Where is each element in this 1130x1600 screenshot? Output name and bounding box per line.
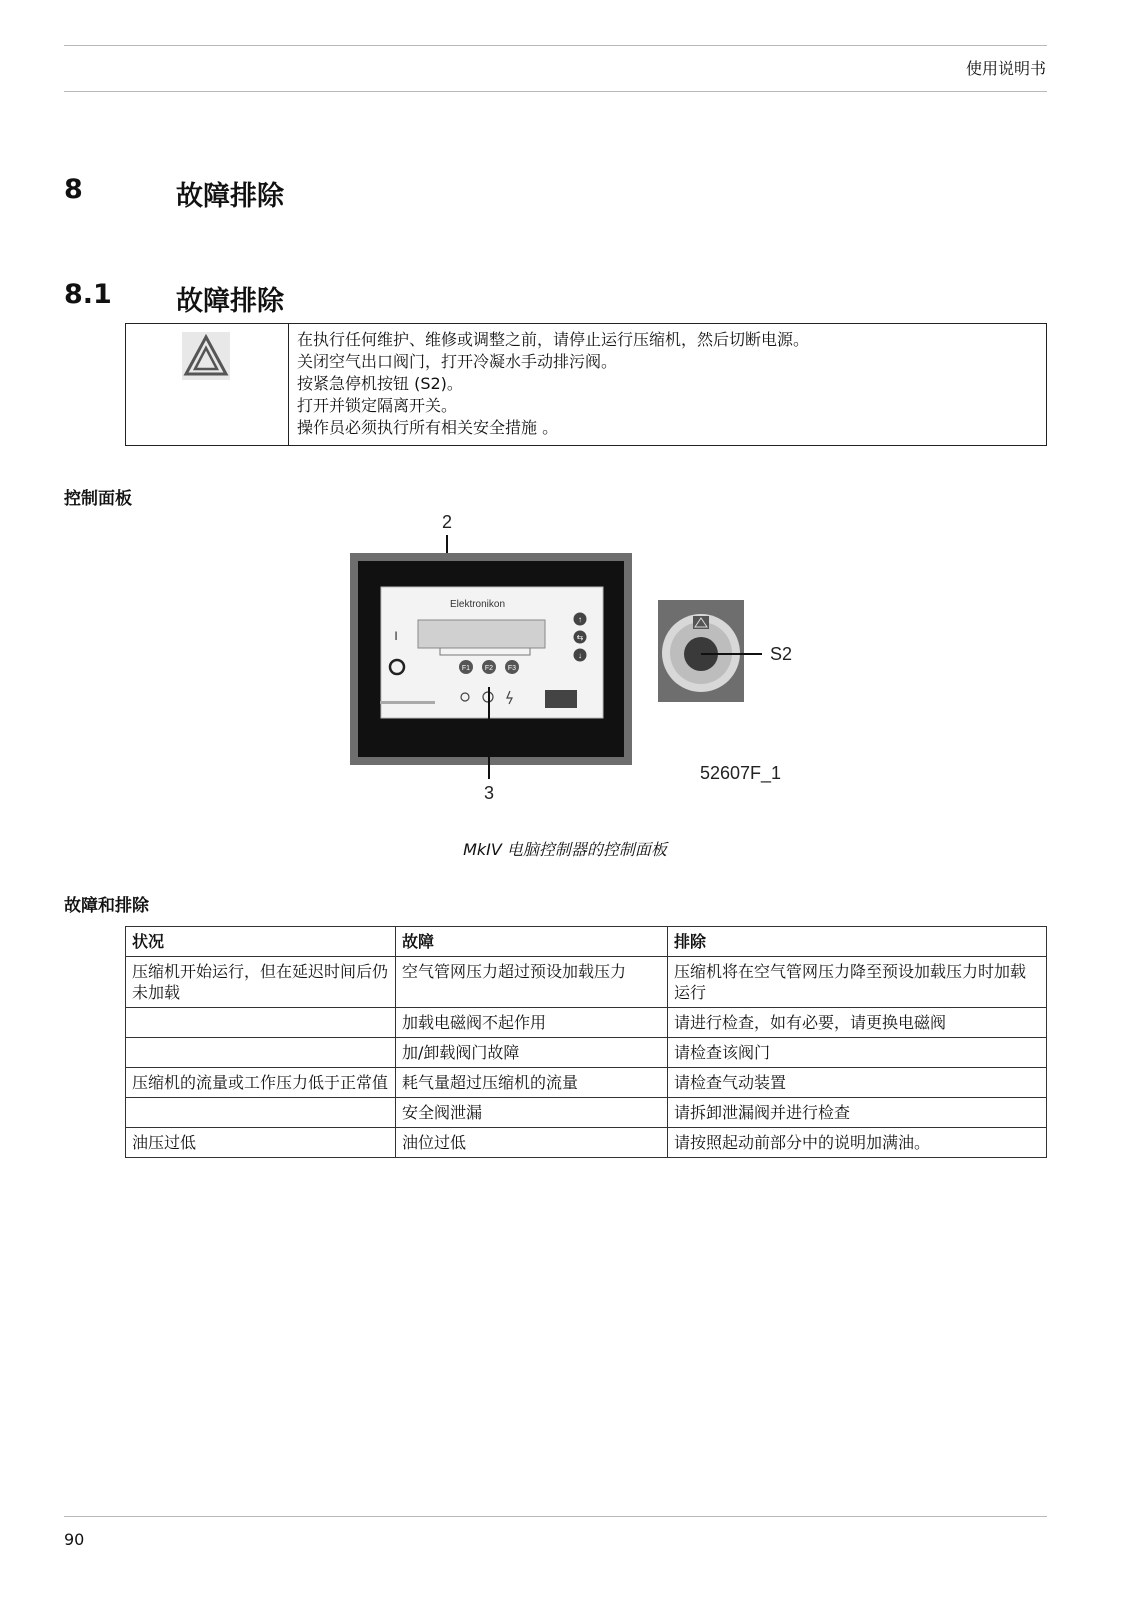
- section-number: 8.1: [64, 279, 112, 310]
- manufacturer-logo: [545, 690, 577, 708]
- warning-triangle-icon: [182, 332, 230, 380]
- table-cell: 加/卸载阀门故障: [396, 1038, 668, 1068]
- warning-line: 按紧急停机按钮 (S2)。: [297, 374, 463, 393]
- table-cell: 压缩机的流量或工作压力低于正常值: [126, 1068, 396, 1098]
- table-cell: 请检查气动装置: [668, 1068, 1047, 1098]
- table-cell: [126, 1098, 396, 1128]
- table-cell: [126, 1008, 396, 1038]
- table-header-row: [126, 927, 1047, 957]
- warning-line: 打开并锁定隔离开关。: [297, 396, 458, 415]
- table-cell: 请进行检查，如有必要，请更换电磁阀: [668, 1008, 1047, 1038]
- table-cell: 安全阀泄漏: [396, 1098, 668, 1128]
- figure-id: 52607F_1: [700, 763, 782, 783]
- svg-text:⇆: ⇆: [576, 633, 584, 642]
- safety-warning-box: [125, 323, 1047, 446]
- header-top-rule: [64, 45, 1047, 46]
- warning-icon-cell: [126, 324, 289, 445]
- svg-text:↓: ↓: [578, 651, 582, 660]
- column-header: 排除: [668, 927, 1047, 957]
- table-cell: 油位过低: [396, 1128, 668, 1158]
- svg-text:I: I: [394, 629, 398, 643]
- section-title: 故障排除: [176, 286, 284, 317]
- chapter-title: 故障排除: [176, 181, 284, 212]
- display-screen: [418, 620, 545, 648]
- key-f1-label: F1: [461, 665, 471, 672]
- table-row: [126, 1038, 1047, 1068]
- table-row: [126, 1128, 1047, 1158]
- chapter-number: 8: [64, 174, 83, 205]
- table-cell: 压缩机开始运行，但在延迟时间后仍未加载: [126, 957, 396, 1008]
- callout-s2-label: S2: [770, 644, 793, 664]
- key-f2-label: F2: [484, 665, 494, 672]
- table-row: [126, 1008, 1047, 1038]
- control-panel-heading: 控制面板: [64, 489, 132, 509]
- control-panel-figure: [350, 515, 810, 824]
- svg-text:↑: ↑: [578, 615, 582, 624]
- table-row: [126, 957, 1047, 1008]
- table-row: [126, 1098, 1047, 1128]
- brand-label: Elektronikon: [450, 599, 506, 610]
- column-header: 状况: [126, 927, 396, 957]
- table-cell: 加载电磁阀不起作用: [396, 1008, 668, 1038]
- figure-caption: MkIV 电脑控制器的控制面板: [463, 840, 667, 859]
- key-f3-label: F3: [507, 665, 517, 672]
- table-cell: 油压过低: [126, 1128, 396, 1158]
- table-cell: 耗气量超过压缩机的流量: [396, 1068, 668, 1098]
- table-cell: 请拆卸泄漏阀并进行检查: [668, 1098, 1047, 1128]
- troubleshooting-table: [125, 926, 1047, 1158]
- warning-line: 在执行任何维护、维修或调整之前，请停止运行压缩机，然后切断电源。: [297, 330, 810, 349]
- troubleshooting-heading: 故障和排除: [64, 896, 149, 916]
- table-cell: 空气管网压力超过预设加载压力: [396, 957, 668, 1008]
- header-title: 使用说明书: [965, 59, 1046, 78]
- table-cell: 压缩机将在空气管网压力降至预设加载压力时加载运行: [668, 957, 1047, 1008]
- warning-line: 关闭空气出口阀门，打开冷凝水手动排污阀。: [297, 352, 618, 371]
- footer-rule: [64, 1516, 1047, 1517]
- header-bottom-rule: [64, 91, 1047, 92]
- callout-3-label: 3: [483, 783, 495, 803]
- column-header: 故障: [396, 927, 668, 957]
- warning-text: [297, 329, 809, 439]
- table-cell: 请按照起动前部分中的说明加满油。: [668, 1128, 1047, 1158]
- callout-2-label: 2: [441, 515, 453, 532]
- table-cell: [126, 1038, 396, 1068]
- table-row: [126, 1068, 1047, 1098]
- warning-line: 操作员必须执行所有相关安全措施 。: [297, 418, 559, 437]
- page-number: 90: [64, 1530, 85, 1549]
- table-cell: 请检查该阀门: [668, 1038, 1047, 1068]
